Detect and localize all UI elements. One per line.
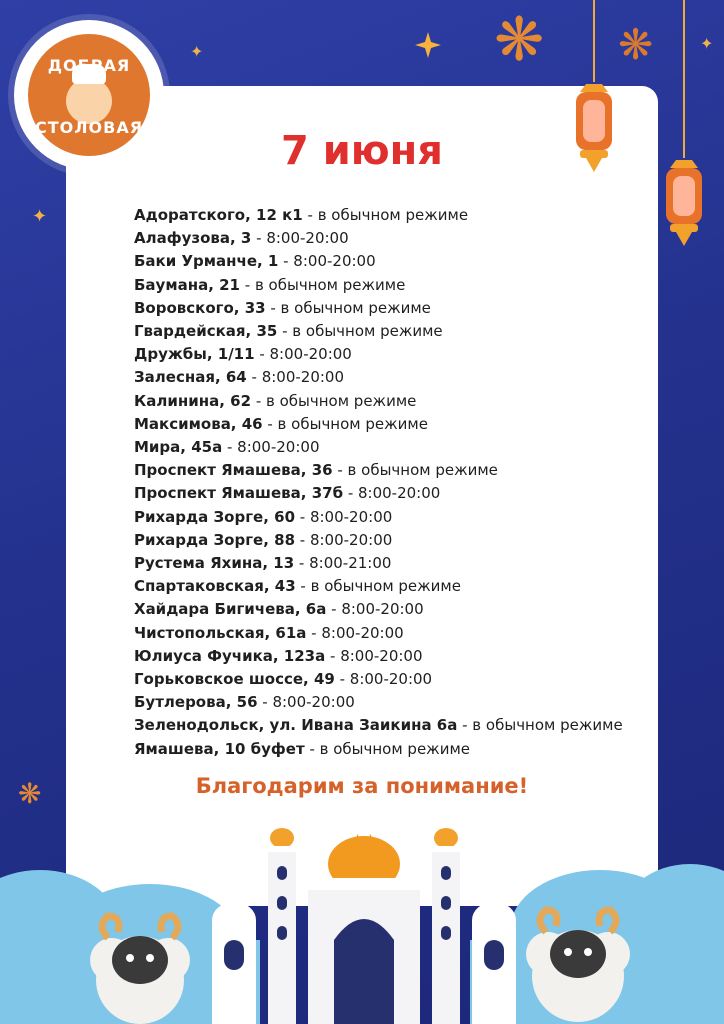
schedule-address: Ямашева, 10 буфет	[134, 739, 305, 758]
schedule-item	[134, 714, 634, 737]
schedule-item	[134, 320, 634, 343]
schedule-address: Баумана, 21	[134, 275, 240, 294]
schedule-address: Зеленодольск, ул. Ивана Заикина 6а	[134, 716, 458, 735]
schedule-address: Проспект Ямашева, 37б	[134, 484, 344, 503]
schedule-item	[134, 297, 634, 320]
schedule-address: Проспект Ямашева, 36	[134, 461, 333, 480]
schedule-hours: - 8:00-20:00	[278, 252, 376, 271]
star-icon: ❋	[618, 20, 654, 69]
schedule-address: Адоратского, 12 к1	[134, 206, 303, 224]
schedule-hours: - 8:00-20:00	[326, 600, 424, 619]
schedule-item	[134, 204, 634, 227]
schedule-item	[134, 250, 634, 273]
schedule-hours: - в обычном режиме	[240, 275, 406, 294]
schedule-item	[134, 274, 634, 297]
schedule-item	[134, 506, 634, 529]
schedule-hours: - 8:00-20:00	[254, 345, 352, 364]
schedule-hours: - 8:00-21:00	[294, 554, 392, 573]
schedule-hours: - в обычном режиме	[457, 716, 623, 735]
schedule-hours: - в обычном режиме	[265, 298, 431, 317]
schedule-address: Хайдара Бигичева, 6а	[134, 600, 327, 619]
star-icon: ✦	[700, 34, 714, 53]
schedule-address: Залесная, 64	[134, 368, 247, 387]
schedule-item	[134, 552, 634, 575]
schedule-address: Гвардейская, 35	[134, 322, 278, 341]
star-icon: ❋	[494, 5, 545, 75]
schedule-hours: - в обычном режиме	[295, 577, 461, 596]
star-icon: ✦	[32, 206, 48, 227]
schedule-address: Спартаковская, 43	[134, 577, 296, 596]
schedule-item	[134, 691, 634, 714]
schedule-hours: - в обычном режиме	[262, 414, 428, 433]
schedule-hours: - 8:00-20:00	[306, 623, 404, 642]
schedule-address: Рихарда Зорге, 88	[134, 530, 296, 549]
schedule-address: Алафузова, 3	[134, 229, 252, 248]
schedule-hours: - в обычном режиме	[332, 461, 498, 480]
schedule-hours: - 8:00-20:00	[295, 507, 393, 526]
logo-text-bottom: СТОЛОВАЯ	[34, 118, 144, 137]
schedule-hours: - 8:00-20:00	[257, 693, 355, 712]
schedule-item	[134, 459, 634, 482]
schedule-hours: - 8:00-20:00	[246, 368, 345, 387]
schedule-hours: - 8:00-20:00	[343, 484, 441, 503]
schedule-address: Юлиуса Фучика, 123а	[134, 646, 326, 665]
schedule-address: Воровского, 33	[134, 298, 266, 317]
schedule-address: Баки Урманче, 1	[134, 252, 279, 271]
schedule-address: Дружбы, 1/11	[134, 345, 255, 364]
schedule-item	[134, 668, 634, 691]
schedule-hours: - в обычном режиме	[304, 739, 470, 758]
schedule-hours: - 8:00-20:00	[325, 646, 423, 665]
schedule-item	[134, 413, 634, 436]
schedule-hours: - 8:00-20:00	[251, 229, 349, 248]
schedule-hours: - 8:00-20:00	[222, 438, 320, 457]
schedule-address: Максимова, 46	[134, 414, 263, 433]
schedule-address: Калинина, 62	[134, 391, 252, 410]
crescent-moon-icon	[360, 20, 470, 116]
schedule-item	[134, 343, 634, 366]
schedule-item	[134, 575, 634, 598]
star-icon: ✦	[190, 42, 204, 61]
schedule-item	[134, 436, 634, 459]
schedule-item	[134, 622, 634, 645]
lantern-icon	[656, 0, 712, 250]
schedule-hours: - в обычном режиме	[302, 206, 469, 224]
schedule-hours: - 8:00-20:00	[295, 530, 393, 549]
schedule-item	[134, 738, 634, 761]
schedule-list	[134, 204, 634, 761]
schedule-item	[134, 645, 634, 668]
schedule-item	[134, 366, 634, 389]
schedule-address: Чистопольская, 61а	[134, 623, 307, 642]
schedule-item	[134, 390, 634, 413]
schedule-item	[134, 482, 634, 505]
schedule-item	[134, 598, 634, 621]
schedule-address: Рихарда Зорге, 60	[134, 507, 296, 526]
schedule-item	[134, 227, 634, 250]
schedule-address: Бутлерова, 56	[134, 693, 258, 712]
schedule-address: Рустема Яхина, 13	[134, 554, 295, 573]
schedule-item	[134, 529, 634, 552]
schedule-address: Горьковское шоссе, 49	[134, 670, 335, 689]
page-title: 7 июня	[281, 128, 443, 174]
logo-text-top: ДОБРАЯ	[47, 56, 131, 75]
schedule-hours: - 8:00-20:00	[334, 670, 433, 689]
schedule-hours: - в обычном режиме	[277, 322, 443, 341]
mosque-illustration	[0, 820, 724, 1024]
schedule-hours: - в обычном режиме	[251, 391, 417, 410]
thanks-message: Благодарим за понимание!	[195, 774, 529, 798]
star-icon: ❋	[18, 777, 42, 810]
schedule-address: Мира, 45а	[134, 438, 223, 457]
